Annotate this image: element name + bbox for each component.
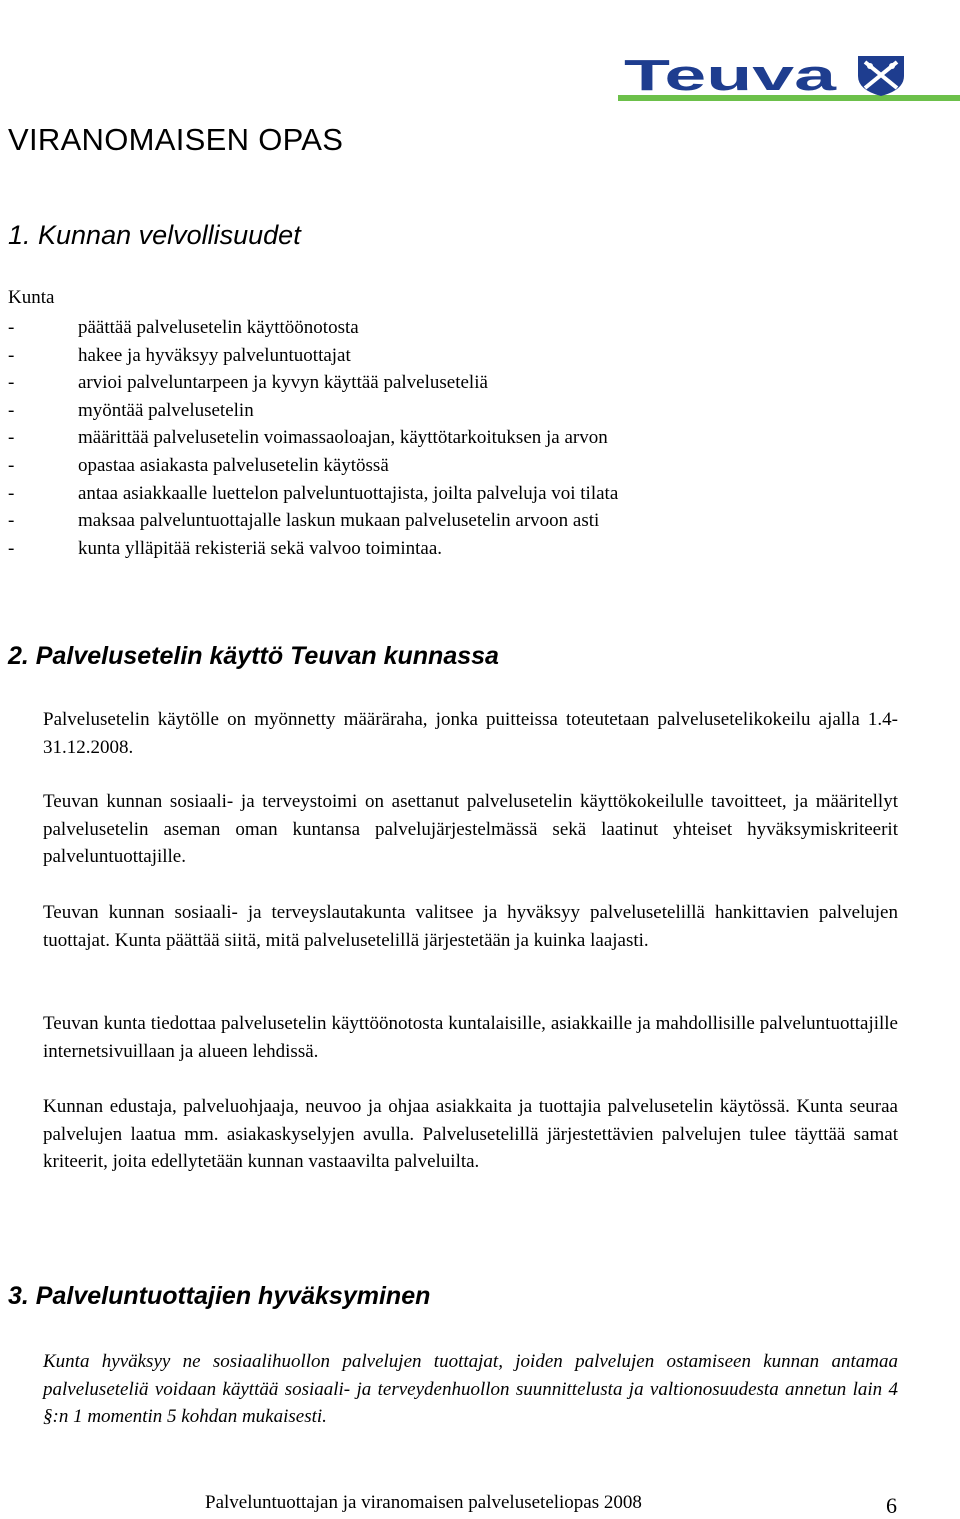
footer-text: Palveluntuottajan ja viranomaisen palveluseteliopas 2008 (205, 1492, 642, 1513)
section-2-paragraph: Palvelusetelin käytölle on myönnetty määräraha, jonka puitteissa toteutetaan palvelusetelikokeilu ajalla 1.4-31.12.2008. (43, 709, 898, 758)
section-1-heading: 1. Kunnan velvollisuudet (8, 220, 301, 250)
duties-list (8, 314, 618, 562)
page-number: 6 (886, 1493, 897, 1518)
list-item: - myöntää palvelusetelin (8, 399, 254, 421)
section-2-paragraph: Teuvan kunta tiedottaa palvelusetelin käyttöönotosta kuntalaisille, asiakkaille ja mahdollisille palveluntuottajille internetsivuillaan ja alueen lehdissä. (43, 1013, 898, 1062)
list-item: - hakee ja hyväksyy palveluntuottajat (8, 344, 351, 366)
section-1-subject: Kunta (8, 287, 55, 308)
list-item: - antaa asiakkaalle luettelon palveluntuottajista, joilta palveluja voi tilata (8, 482, 619, 504)
coat-of-arms-icon (858, 56, 904, 96)
list-item: - määrittää palvelusetelin voimassaoloajan, käyttötarkoituksen ja arvon (8, 427, 608, 449)
document-title: VIRANOMAISEN OPAS (8, 122, 344, 157)
teuva-logo (618, 52, 960, 104)
section-3-heading: 3. Palveluntuottajien hyväksyminen (8, 1282, 431, 1310)
section-2-heading: 2. Palvelusetelin käyttö Teuvan kunnassa (8, 642, 499, 670)
list-item: - arvioi palveluntarpeen ja kyvyn käyttää palveluseteliä (8, 372, 488, 394)
list-item: - maksaa palveluntuottajalle laskun mukaan palvelusetelin arvoon asti (8, 510, 600, 532)
list-item: - opastaa asiakasta palvelusetelin käytössä (8, 454, 389, 476)
section-2-paragraph: Kunnan edustaja, palveluohjaaja, neuvoo ja ohjaa asiakkaita ja tuottajia palvelusetelin käytössä. Kunta seuraa palvelujen laatua mm. asiakaskyselyjen avulla. Palvelusetelillä järjestettävien palvelujen tulee täyttää samat kriteerit, joita edellytetään kunnan vastaavilta palveluilta. (43, 1096, 898, 1173)
section-3-paragraph: Kunta hyväksyy ne sosiaalihuollon palvelujen tuottajat, joiden palvelujen ostamiseen kunnan antamaa palveluseteliä voidaan käyttää sosiaali- ja terveydenhuollon suunnittelusta ja valtionosuudesta annetun lain 4 §:n 1 momentin 5 kohdan mukaisesti. (43, 1351, 898, 1428)
logo-wordmark: Teuva (624, 52, 837, 100)
list-item: - päättää palvelusetelin käyttöönotosta (8, 317, 359, 338)
section-2-paragraph: Teuvan kunnan sosiaali- ja terveyslautakunta valitsee ja hyväksyy palvelusetelillä hankittavien palvelujen tuottajat. Kunta päättää siitä, mitä palvelusetelillä järjestetään ja kuinka laajasti. (43, 902, 898, 951)
section-2-paragraph: Teuvan kunnan sosiaali- ja terveystoimi on asettanut palvelusetelin käyttökokeilulle tavoitteet, ja määritellyt palvelusetelin aseman oman kuntansa palvelujärjestelmässä sekä laatinut yhteiset hyväksymiskriteerit palveluntuottajille. (43, 791, 898, 868)
list-item: - kunta ylläpitää rekisteriä sekä valvoo toimintaa. (8, 537, 443, 559)
